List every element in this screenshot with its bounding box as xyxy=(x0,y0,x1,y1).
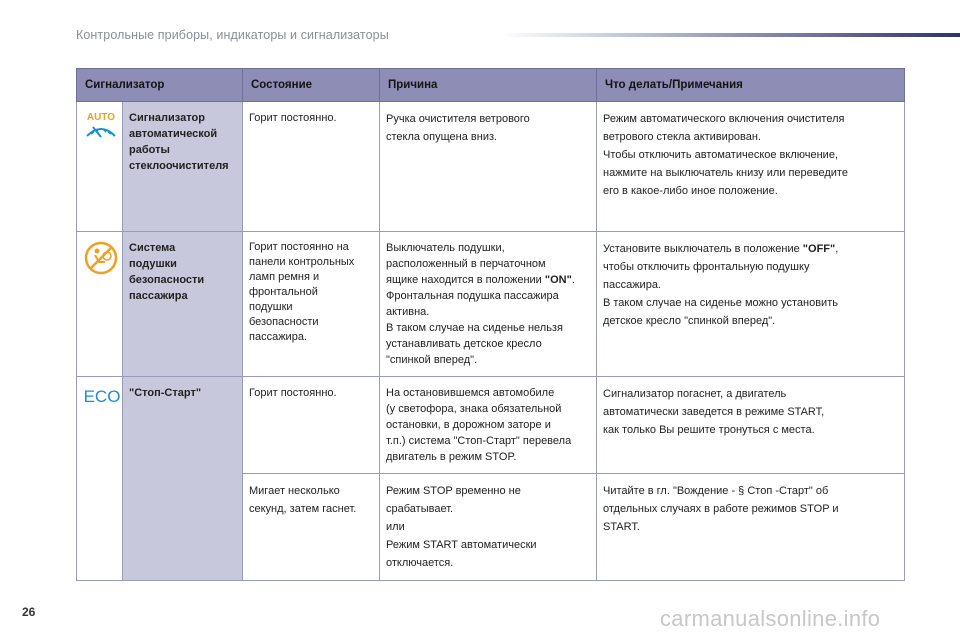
cause-cell: Выключатель подушки, расположенный в перчаточном ящике находится в положении "ON". Фронтальная подушка пассажира активна. В таком случае на сиденье нельзя устанавливать детское кресло "спинкой вперед". xyxy=(380,232,597,377)
indicator-name-airbag: Система подушки безопасности пассажира xyxy=(123,232,243,377)
icon-cell xyxy=(77,232,123,377)
table-header-row xyxy=(77,69,905,102)
icon-cell xyxy=(77,102,123,232)
action-cell: Установите выключатель в положение "OFF", чтобы отключить фронтальную подушку пассажира. В таком случае на сиденье можно установить детское кресло "спинкой вперед". xyxy=(597,232,905,377)
table-row xyxy=(77,377,905,474)
page-number: 26 xyxy=(22,605,36,619)
page-header-title: Контрольные приборы, индикаторы и сигнализаторы xyxy=(76,28,389,42)
table-row xyxy=(77,232,905,377)
column-header-cause: Причина xyxy=(380,69,597,102)
column-header-action: Что делать/Примечания xyxy=(597,69,905,102)
action-cell: Читайте в гл. "Вождение - § Стоп -Старт" об отдельных случаях в работе режимов STOP и START. xyxy=(597,474,905,581)
cause-cell: Ручка очистителя ветрового стекла опущена вниз. xyxy=(380,102,597,232)
svg-text:ECO: ECO xyxy=(83,387,121,406)
column-header-state: Состояние xyxy=(243,69,380,102)
action-cell: Сигнализатор погаснет, а двигатель автоматически заведется в режиме START, как только Вы решите тронуться с места. xyxy=(597,377,905,474)
header-gradient-bar xyxy=(500,33,960,37)
eco-icon xyxy=(83,385,121,412)
cause-cell: На остановившемся автомобиле (у светофора, знака обязательной остановки, в дорожном заторе и т.п.) система "Стоп-Старт" перевела двигатель в режим STOP. xyxy=(380,377,597,474)
indicator-name-stop-start: "Стоп-Старт" xyxy=(123,377,243,581)
watermark: carmanualsonline.info xyxy=(660,606,881,631)
indicator-table xyxy=(76,68,905,581)
indicator-name-auto-wiper: Сигнализатор автоматической работы стеклоочистителя xyxy=(123,102,243,232)
cause-cell: Режим STOP временно не срабатывает. или Режим START автоматически отключается. xyxy=(380,474,597,581)
svg-text:AUTO: AUTO xyxy=(86,112,116,123)
table-row xyxy=(77,102,905,232)
action-cell: Режим автоматического включения очистителя ветрового стекла активирован. Чтобы отключить автоматическое включение, нажмите на выключатель книзу или переведите его в какое-либо иное положение. xyxy=(597,102,905,232)
airbag-off-icon xyxy=(83,240,119,281)
icon-cell xyxy=(77,377,123,581)
column-header-indicator: Сигнализатор xyxy=(77,69,243,102)
state-cell: Горит постоянно. xyxy=(243,102,380,232)
state-cell: Горит постоянно на панели контрольных ламп ремня и фронтальной подушки безопасности пассажира. xyxy=(243,232,380,377)
state-cell: Горит постоянно. xyxy=(243,377,380,474)
auto-wiper-icon xyxy=(83,110,119,145)
state-cell: Мигает несколько секунд, затем гаснет. xyxy=(243,474,380,581)
